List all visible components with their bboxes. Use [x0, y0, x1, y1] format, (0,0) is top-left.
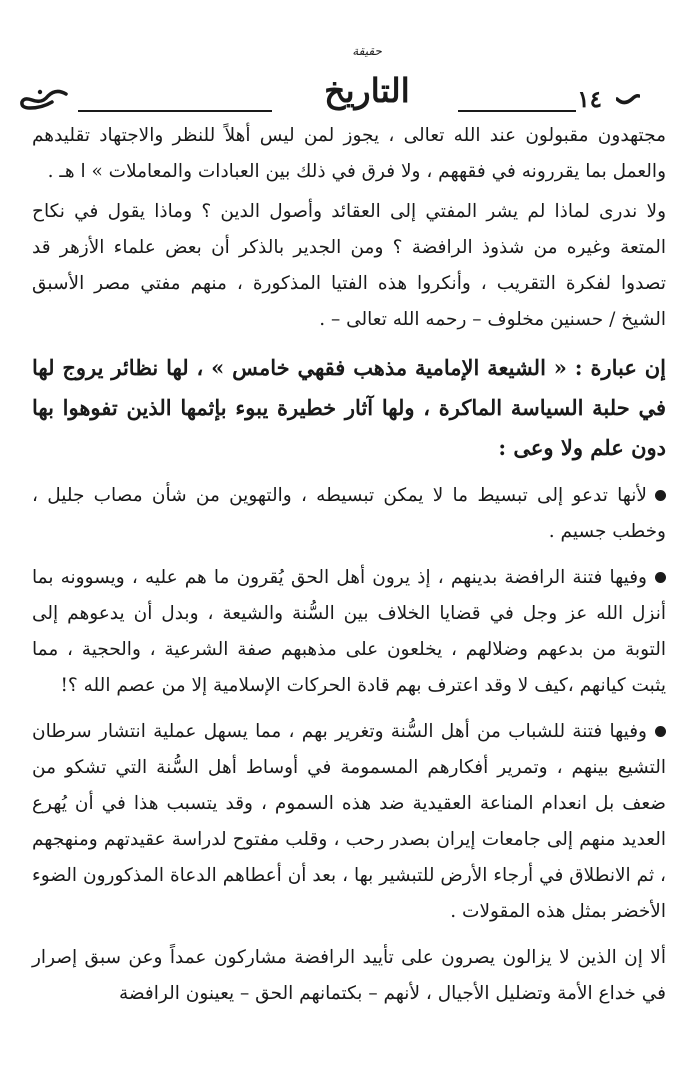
header-ornament-icon: [616, 90, 640, 108]
bullet-paragraph: [32, 478, 666, 550]
page-number: ١٤: [577, 86, 602, 113]
bullet-text: وفيها فتنة للشباب من أهل السُّنة وتغرير بهم ، مما يسهل عملية انتشار سرطان التشيع بينهم ، وتمرير أفكارهم المسمومة في أوساط أهل السُّنة التي تشكو من ضعف بل انعدام المناعة العقيدية ضد هذه السموم ، وقد يتسبب هذا في أن يُهرع العديد منهم إلى جامعات إيران بصدر رحب ، وقلب مفتوح لدراسة عقيدتهم ومنهجهم ، ثم الانطلاق في أرجاء الأرض للتبشير بها ، بعد أن أعطاهم الدعاة المذكورون الضوء الأخضر بمثل هذه المقولات .: [32, 721, 666, 922]
running-title: [274, 44, 460, 112]
bullet-icon: [655, 572, 666, 583]
paragraph: ألا إن الذين لا يزالون يصرون على تأييد الرافضة مشاركون عمداً وعن سبق إصرار في خداع الأمة وتضليل الأجيال ، لأنهم – بكتمانهم الحق – يعينون الرافضة: [32, 947, 666, 1004]
page-header: [18, 22, 680, 114]
paragraph: ولا ندرى لماذا لم يشر المفتي إلى العقائد وأصول الدين ؟ وماذا يقول في نكاح المتعة وغيره من شذوذ الرافضة ؟ ومن الجدير بالذكر أن بعض علماء الأزهر قد تصدوا لفكرة التقريب ، وأنكروا هذه الفتيا المذكورة ، منهم مفتي مصر الأسبق الشيخ / حسنين مخلوف – رحمه الله تعالى – .: [32, 201, 666, 330]
calligraphy-flourish-icon: [18, 86, 68, 112]
header-rule-left: [78, 110, 272, 112]
paragraph: مجتهدون مقبولون عند الله تعالى ، يجوز لمن ليس أهلاً للنظر والاجتهاد تقليدهم والعمل بما يقررونه في فقههم ، ولا فرق في ذلك بين العبادات والمعاملات » ا هـ .: [32, 125, 666, 182]
running-title-main: التاريخ: [324, 71, 410, 110]
bullet-text: لأنها تدعو إلى تبسيط ما لا يمكن تبسيطه ، والتهوين من شأن مصاب جليل ، وخطب جسيم .: [32, 485, 666, 542]
page-body: [32, 118, 666, 1012]
running-title-sub: حقيقة: [352, 44, 382, 58]
bullet-icon: [655, 490, 666, 501]
header-rule-right: [458, 110, 576, 112]
bold-paragraph: إن عبارة : « الشيعة الإمامية مذهب فقهي خامس » ، لها نظائر يروج لها في حلبة السياسة الماكرة ، ولها آثار خطيرة يبوء بإثمها الذين تفوهوا بها دون علم ولا وعى :: [32, 355, 666, 460]
bullet-icon: [655, 726, 666, 737]
bullet-text: وفيها فتنة الرافضة بدينهم ، إذ يرون أهل الحق يُقرون ما هم عليه ، ويسوونه بما أنزل الله عز وجل في قضايا الخلاف بين السُّنة والشيعة ، وبدل أن يدعوهم إلى التوبة من بدعهم وضلالهم ، يخلعون على مذهبهم صفة الشرعية ، والحجية ، مما يثبت كيانهم ،كيف لا وقد اعترف بهم قادة الحركات الإسلامية إلا من عصم الله ؟!: [32, 567, 666, 696]
bullet-paragraph: [32, 560, 666, 704]
bullet-paragraph: [32, 714, 666, 930]
